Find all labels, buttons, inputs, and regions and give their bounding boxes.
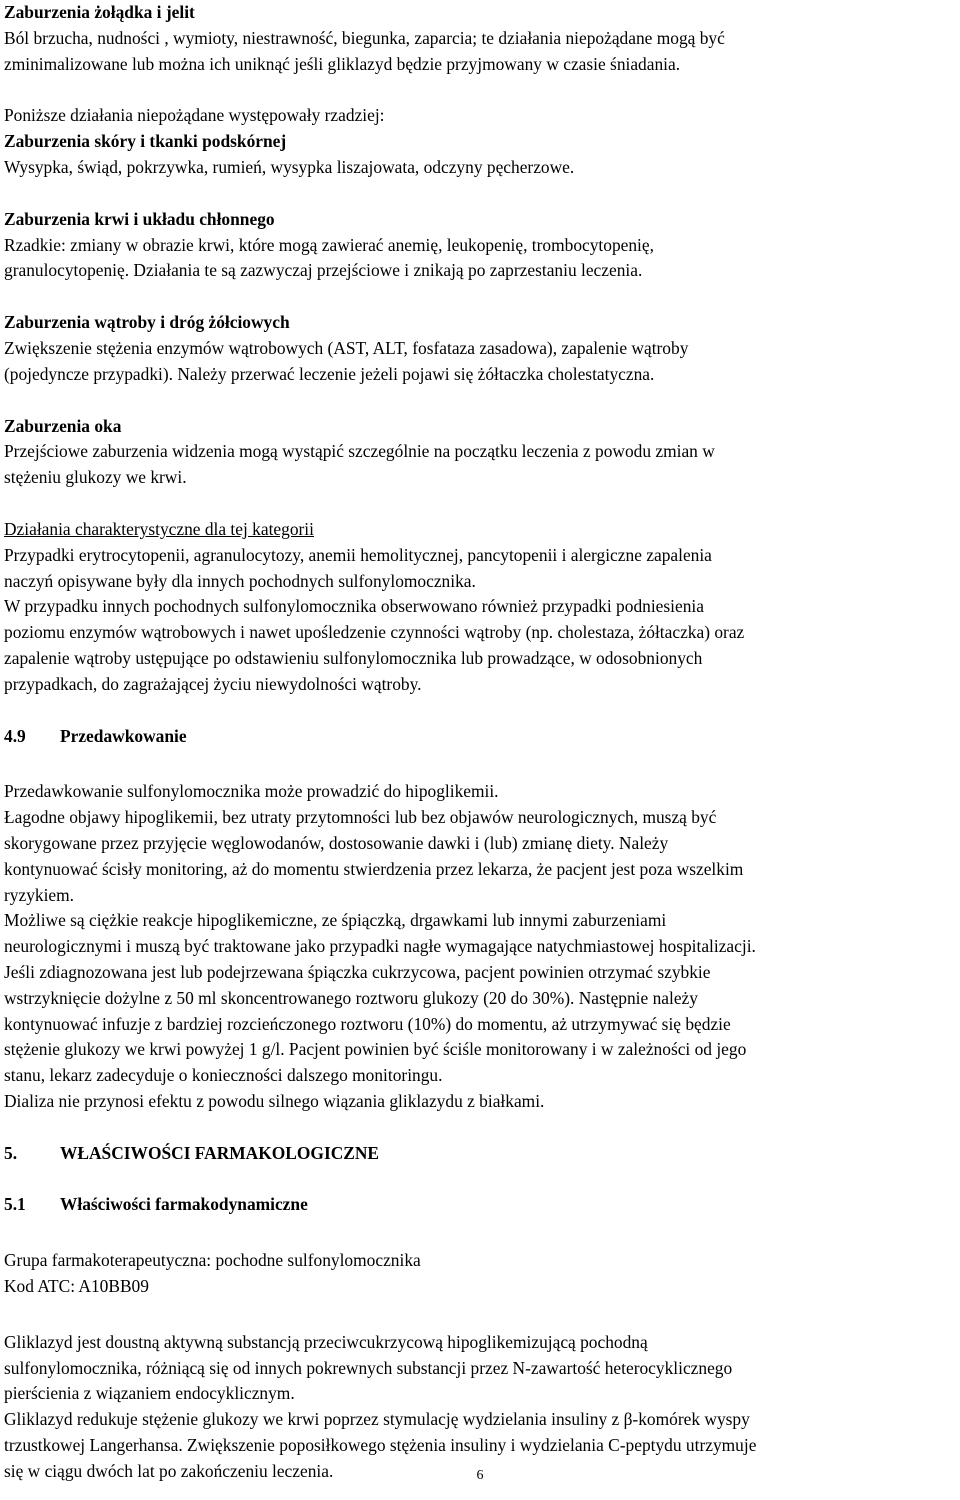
paragraph-line: neurologicznymi i muszą być traktowane jako przypadki nagłe wymagające natychmiastowej hospitalizacji.: [4, 936, 756, 957]
paragraph-line: wstrzyknięcie dożylne z 50 ml skoncentrowanego roztworu glukozy (20 do 30%). Następnie należy: [4, 987, 698, 1008]
paragraph-line: Przedawkowanie sulfonylomocznika może prowadzić do hipoglikemii.: [4, 781, 499, 802]
paragraph-line: ryzykiem.: [4, 884, 75, 905]
paragraph-line: skorygowane przez przyjęcie węglowodanów, dostosowanie dawki i (lub) zmianę diety. Należy: [4, 832, 669, 853]
paragraph-line: trzustkowej Langerhansa. Zwiększenie poposiłkowego stężenia insuliny i wydzielania C-peptydu utrzymuje: [4, 1435, 757, 1456]
paragraph-line: Łagodne objawy hipoglikemii, bez utraty przytomności lub bez objawów neurologicznych, muszą być: [4, 807, 717, 828]
paragraph-line: stanu, lekarz zadecyduje o konieczności dalszego monitoringu.: [4, 1065, 443, 1086]
section-number: 5.: [4, 1142, 18, 1163]
document-page: [4, 0, 954, 1485]
paragraph-line: Zwiększenie stężenia enzymów wątrobowych (AST, ALT, fosfataza zasadowa), zapalenie wątroby: [4, 337, 689, 358]
paragraph-line: pierścienia z wiązaniem endocyklicznym.: [4, 1383, 295, 1404]
section-title-stomach: Zaburzenia żołądka i jelit: [4, 2, 195, 22]
paragraph-line: stężeniu glukozy we krwi.: [4, 467, 187, 488]
section-title-eye: Zaburzenia oka: [4, 415, 122, 436]
section-number: 5.1: [4, 1194, 26, 1215]
section-title-skin: Zaburzenia skóry i tkanki podskórnej: [4, 131, 287, 152]
paragraph-line: się w ciągu dwóch lat po zakończeniu leczenia.: [4, 1460, 334, 1481]
paragraph-line: Możliwe są ciężkie reakcje hipoglikemiczne, ze śpiączką, drgawkami lub innymi zaburzeniami: [4, 910, 667, 931]
paragraph-line: poziomu enzymów wątrobowych i nawet upośledzenie czynności wątroby (np. cholestaza, żółtaczka) oraz: [4, 622, 745, 643]
paragraph-line: kontynuować infuzje z bardziej rozcieńczonego roztworu (10%) do momentu, aż utrzymywać się będzie: [4, 1013, 731, 1034]
paragraph-line: Dializa nie przynosi efektu z powodu silnego wiązania gliklazydu z białkami.: [4, 1090, 545, 1111]
paragraph-line: zapalenie wątroby ustępujące po odstawieniu sulfonylomocznika lub prowadzące, w odosobnionych: [4, 647, 703, 668]
paragraph-line: Ból brzucha, nudności , wymioty, niestrawność, biegunka, zaparcia; te działania niepożądane mogą być: [4, 27, 725, 48]
section-heading-text: Właściwości farmakodynamiczne: [60, 1194, 308, 1215]
atc-code: Kod ATC: A10BB09: [4, 1276, 149, 1297]
paragraph-line: przypadkach, do zagrażającej życiu niewydolności wątroby.: [4, 673, 422, 694]
section-title-class-effects: Działania charakterystyczne dla tej kategorii: [4, 518, 314, 539]
paragraph-line: kontynuować ścisły monitoring, aż do momentu stwierdzenia przez lekarza, że pacjent jest poza wszelkim: [4, 858, 744, 879]
paragraph-line: naczyń opisywane były dla innych pochodnych sulfonylomocznika.: [4, 570, 476, 591]
section-title-liver: Zaburzenia wątroby i dróg żółciowych: [4, 312, 290, 333]
paragraph-line: Przejściowe zaburzenia widzenia mogą wystąpić szczególnie na początku leczenia z powodu zmian w: [4, 441, 715, 462]
section-title-blood: Zaburzenia krwi i układu chłonnego: [4, 208, 275, 229]
paragraph-line: Przypadki erytrocytopenii, agranulocytozy, anemii hemolitycznej, pancytopenii i alergiczne zapalenia: [4, 544, 712, 565]
paragraph-line: stężenie glukozy we krwi powyżej 1 g/l. Pacjent powinien być ściśle monitorowany i w zależności od jego: [4, 1039, 747, 1060]
section-heading-pharmacological: [4, 1141, 954, 1167]
rare-effects-intro: Poniższe działania niepożądane występowały rzadziej:: [4, 105, 385, 126]
section-heading-overdose: [4, 724, 954, 750]
pharmacotherapeutic-group: Grupa farmakoterapeutyczna: pochodne sulfonylomocznika: [4, 1250, 421, 1271]
paragraph-line: granulocytopenię. Działania te są zazwyczaj przejściowe i znikają po zaprzestaniu leczenia.: [4, 260, 643, 281]
section-heading-text: WŁAŚCIWOŚCI FARMAKOLOGICZNE: [60, 1142, 380, 1163]
section-heading-text: Przedawkowanie: [60, 725, 187, 746]
paragraph-line: Gliklazyd redukuje stężenie glukozy we krwi poprzez stymulację wydzielania insuliny z β-komórek wyspy: [4, 1409, 750, 1430]
section-heading-pharmacodynamic: [4, 1192, 954, 1218]
paragraph-line: Rzadkie: zmiany w obrazie krwi, które mogą zawierać anemię, leukopenię, trombocytopenię,: [4, 234, 654, 255]
section-number: 4.9: [4, 725, 26, 746]
page-number: 6: [476, 1468, 484, 1483]
paragraph-line: W przypadku innych pochodnych sulfonylomocznika obserwowano również przypadki podniesienia: [4, 596, 704, 617]
paragraph-line: sulfonylomocznika, różniącą się od innych pokrewnych substancji przez N-zawartość heterocyklicznego: [4, 1357, 733, 1378]
paragraph-line: (pojedyncze przypadki). Należy przerwać leczenie jeżeli pojawi się żółtaczka cholestatyczna.: [4, 363, 655, 384]
paragraph-line: zminimalizowane lub można ich uniknąć jeśli gliklazyd będzie przyjmowany w czasie śniadania.: [4, 53, 681, 74]
paragraph-line: Gliklazyd jest doustną aktywną substancją przeciwcukrzycową hipoglikemizującą pochodną: [4, 1331, 648, 1352]
paragraph-line: Jeśli zdiagnozowana jest lub podejrzewana śpiączka cukrzycowa, pacjent powinien otrzymać szybkie: [4, 961, 711, 982]
paragraph-line: Wysypka, świąd, pokrzywka, rumień, wysypka liszajowata, odczyny pęcherzowe.: [4, 156, 575, 177]
